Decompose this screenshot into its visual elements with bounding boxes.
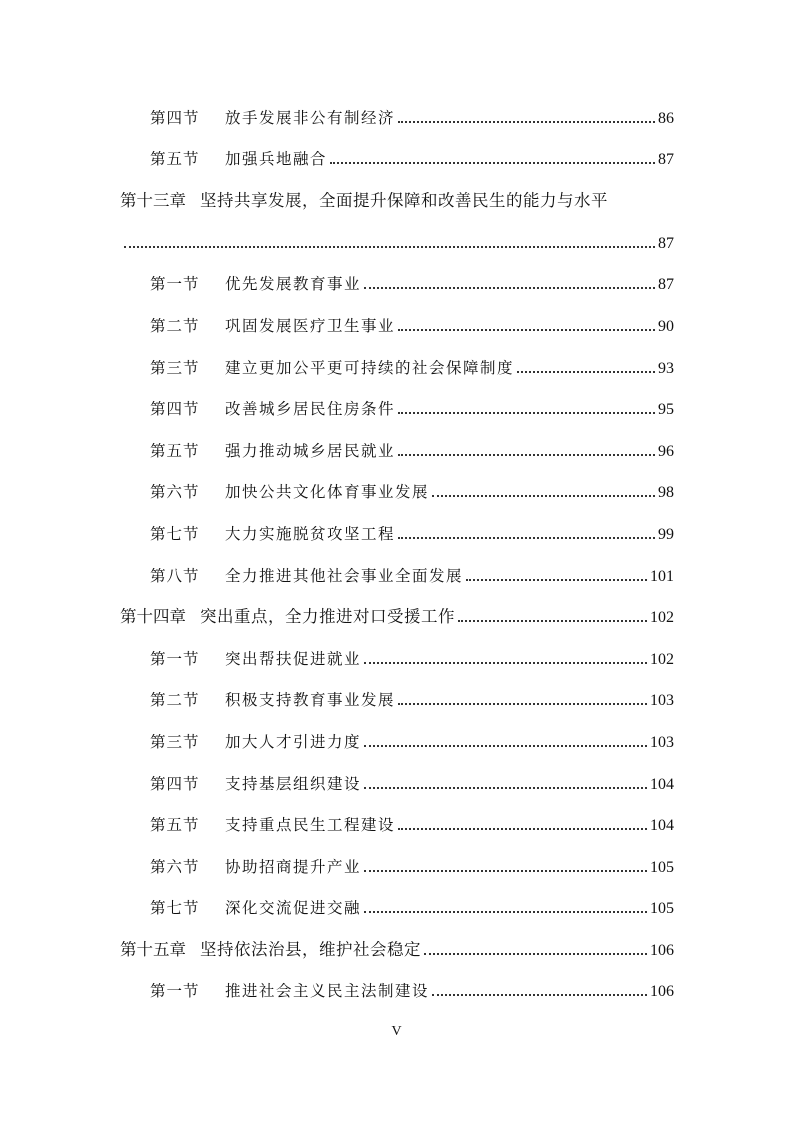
toc-continuation[interactable] [0, 225, 793, 253]
toc-entry[interactable] [0, 308, 793, 336]
entry-page: 87 [658, 151, 674, 168]
toc-entry[interactable] [0, 682, 793, 710]
entry-page: 103 [650, 692, 674, 709]
entry-page: 103 [650, 734, 674, 751]
entry-title: 协助招商提升产业 [225, 858, 362, 876]
toc-entry[interactable] [0, 100, 793, 128]
entry-page: 102 [650, 651, 674, 668]
entry-label: 第四节 [150, 400, 200, 418]
entry-page: 106 [650, 942, 674, 959]
toc-entry[interactable] [0, 516, 793, 544]
toc-entry[interactable] [0, 141, 793, 169]
dot-leader [330, 162, 655, 164]
dot-leader [432, 495, 655, 497]
entry-title: 建立更加公平更可持续的社会保障制度 [225, 359, 515, 377]
entry-title: 大力实施脱贫攻坚工程 [225, 525, 396, 543]
chapter-title: 坚持共享发展，全面提升保障和改善民生的能力与水平 [200, 191, 608, 210]
entry-page: 98 [658, 484, 674, 501]
dot-leader [364, 745, 647, 747]
dot-leader [398, 828, 647, 830]
entry-title: 优先发展教育事业 [225, 275, 362, 293]
entry-label: 第一节 [150, 650, 200, 668]
entry-page: 104 [650, 817, 674, 834]
entry-page: 99 [658, 526, 674, 543]
entry-label: 第四节 [150, 109, 200, 127]
entry-label: 第四节 [150, 775, 200, 793]
entry-label: 第五节 [150, 816, 200, 834]
toc-entry[interactable] [0, 350, 793, 378]
entry-page: 105 [650, 900, 674, 917]
entry-page: 96 [658, 443, 674, 460]
dot-leader [364, 662, 647, 664]
dot-leader [398, 412, 655, 414]
chapter-label: 第十五章 [120, 940, 186, 959]
dot-leader [398, 703, 647, 705]
entry-label: 第七节 [150, 525, 200, 543]
toc-entry[interactable] [0, 724, 793, 752]
entry-page: 90 [658, 318, 674, 335]
toc-chapter-entry[interactable] [0, 183, 793, 211]
toc-entry[interactable] [0, 558, 793, 586]
dot-leader [517, 371, 655, 373]
entry-label: 第三节 [150, 733, 200, 751]
dot-leader [364, 911, 647, 913]
dot-leader [364, 287, 655, 289]
dot-leader [398, 121, 655, 123]
page-number: V [391, 1024, 402, 1039]
dot-leader [424, 953, 647, 955]
entry-page: 102 [650, 609, 674, 626]
entry-page: 95 [658, 401, 674, 418]
dot-leader [466, 579, 647, 581]
entry-title: 全力推进其他社会事业全面发展 [225, 567, 464, 585]
entry-title: 积极支持教育事业发展 [225, 691, 396, 709]
entry-label: 第六节 [150, 483, 200, 501]
entry-page: 86 [658, 110, 674, 127]
entry-title: 加大人才引进力度 [225, 733, 362, 751]
entry-label: 第一节 [150, 275, 200, 293]
entry-label: 第二节 [150, 691, 200, 709]
dot-leader [124, 246, 655, 248]
toc-entry[interactable] [0, 807, 793, 835]
entry-page: 106 [650, 983, 674, 1000]
toc-entry[interactable] [0, 973, 793, 1001]
entry-page: 105 [650, 859, 674, 876]
chapter-title: 坚持依法治县，维护社会稳定 [200, 940, 421, 959]
dot-leader [398, 329, 655, 331]
entry-label: 第一节 [150, 982, 200, 1000]
dot-leader [398, 537, 655, 539]
toc-entry[interactable] [0, 266, 793, 294]
dot-leader [364, 787, 647, 789]
entry-page: 87 [658, 235, 674, 252]
toc-entry[interactable] [0, 890, 793, 918]
entry-label: 第七节 [150, 899, 200, 917]
entry-title: 加强兵地融合 [225, 150, 328, 168]
entry-title: 支持重点民生工程建设 [225, 816, 396, 834]
dot-leader [364, 870, 647, 872]
entry-label: 第六节 [150, 858, 200, 876]
dot-leader [458, 620, 647, 622]
dot-leader [398, 454, 655, 456]
toc-entry[interactable] [0, 391, 793, 419]
entry-page: 87 [658, 276, 674, 293]
chapter-label: 第十三章 [120, 191, 186, 210]
entry-label: 第八节 [150, 567, 200, 585]
toc-entry[interactable] [0, 849, 793, 877]
toc-chapter-entry[interactable] [0, 932, 793, 960]
toc-entry[interactable] [0, 474, 793, 502]
entry-label: 第五节 [150, 442, 200, 460]
toc-entry[interactable] [0, 766, 793, 794]
entry-title: 放手发展非公有制经济 [225, 109, 396, 127]
chapter-label: 第十四章 [120, 607, 186, 626]
entry-title: 深化交流促进交融 [225, 899, 362, 917]
toc-chapter-entry[interactable] [0, 599, 793, 627]
entry-title: 巩固发展医疗卫生事业 [225, 317, 396, 335]
entry-title: 支持基层组织建设 [225, 775, 362, 793]
toc-entry[interactable] [0, 641, 793, 669]
entry-label: 第二节 [150, 317, 200, 335]
toc-entry[interactable] [0, 433, 793, 461]
chapter-title: 突出重点，全力推进对口受援工作 [200, 607, 455, 626]
entry-label: 第五节 [150, 150, 200, 168]
entry-title: 强力推动城乡居民就业 [225, 442, 396, 460]
entry-title: 推进社会主义民主法制建设 [225, 982, 430, 1000]
entry-label: 第三节 [150, 359, 200, 377]
entry-page: 93 [658, 360, 674, 377]
entry-title: 加快公共文化体育事业发展 [225, 483, 430, 501]
entry-page: 101 [650, 568, 674, 585]
entry-title: 突出帮扶促进就业 [225, 650, 362, 668]
dot-leader [432, 994, 647, 996]
entry-title: 改善城乡居民住房条件 [225, 400, 396, 418]
entry-page: 104 [650, 776, 674, 793]
